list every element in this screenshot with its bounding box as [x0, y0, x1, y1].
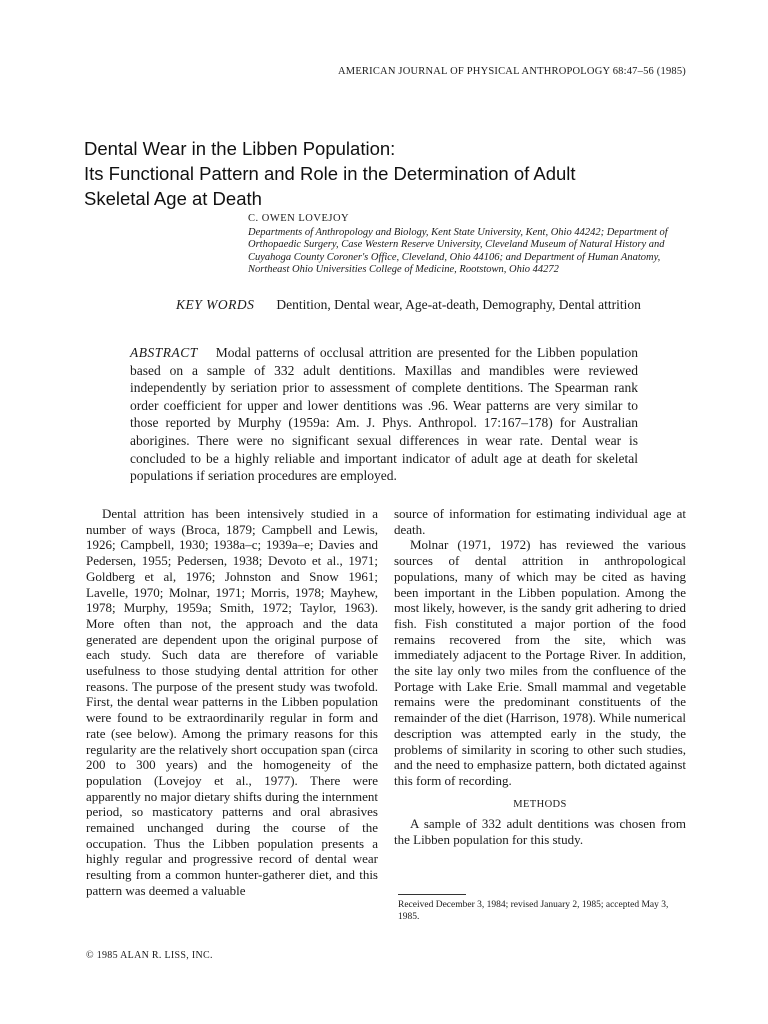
body-paragraph: Molnar (1971, 1972) has reviewed the various sources of dental attrition in anthropological populations, many of which may be cited as having been important in the Libben population. Among the most likely, however, is the sandy grit adhering to dried fish. Fish constituted a major portion of the food remains recovered from the site, which was immediately adjacent to the Portage River. In addition, the site lay only two miles from the confluence of the Portage with Lake Erie. Small mammal and vegetable remains were the predominant constituents of the remainder of the diet (Harrison, 1978). While numerical description was attempted early in the study, the problems of similarity in scoring to other such studies, and the need to emphasize pattern, both dictated against this form of recording. — [394, 537, 686, 788]
title-line: Dental Wear in the Libben Population: — [84, 138, 396, 159]
keywords-label: KEY WORDS — [176, 297, 255, 312]
title-line: Its Functional Pattern and Role in the Determination of Adult — [84, 163, 576, 184]
body-paragraph-continuation: source of information for estimating individual age at death. — [394, 506, 686, 537]
copyright-notice: © 1985 ALAN R. LISS, INC. — [86, 950, 213, 961]
author-name: C. OWEN LOVEJOY — [248, 213, 350, 224]
article-title — [84, 136, 684, 211]
body-left-column — [86, 506, 378, 899]
journal-header: AMERICAN JOURNAL OF PHYSICAL ANTHROPOLOGY 68:47–56 (1985) — [338, 66, 686, 77]
keywords-block — [176, 296, 676, 314]
footnote-divider — [398, 894, 466, 895]
abstract-label: ABSTRACT — [130, 345, 198, 360]
abstract-block — [130, 344, 638, 485]
body-paragraph: Dental attrition has been intensively studied in a number of ways (Broca, 1879; Campbell and Lewis, 1926; Campbell, 1930; 1938a–c; 1939a–e; Davies and Pedersen, 1955; Pedersen, 1938; Devoto et al., 1971; Goldberg et al, 1976; Johnston and Snow 1961; Lavelle, 1970; Molnar, 1971; Morris, 1978; Mayhew, 1978; Murphy, 1959a; Smith, 1972; Taylor, 1963). More often than not, the approach and the data generated are dependent upon the original purpose of each study. Such data are therefore of variable usefulness to those studying dental attrition for other reasons. The purpose of the present study was twofold. First, the dental wear patterns in the Libben population were found to be extraordinarily regular in form and rate (see below). Among the primary reasons for this regularity are the relatively short occupation span (circa 200 to 300 years) and the homogeneity of the population (Lovejoy et al., 1977). There were apparently no major dietary shifts during the internment period, so masticatory patterns and oral abrasives remained unchanged during the course of the occupation. Thus the Libben population presents a highly regular and progressive record of dental wear resulting from a common hunter-gatherer diet, and this pattern was deemed a valuable — [86, 506, 378, 898]
methods-heading: METHODS — [513, 798, 567, 810]
keywords-text: Dentition, Dental wear, Age-at-death, Demography, Dental attrition — [276, 297, 641, 312]
abstract-text: Modal patterns of occlusal attrition are presented for the Libben population based on a sample of 332 adult dentitions. Maxillas and mandibles were reviewed independently by seriation prior to assessment of complete dentitions. The Spearman rank order coefficient for upper and lower dentitions was .96. Wear patterns are very similar to those reported by Murphy (1959a: Am. J. Phys. Anthropol. 17:167–178) for Australian aborigines. There were no significant sexual differences in wear rate. Dental wear is concluded to be a highly reliable and important indicator of adult age at death for skeletal populations if seriation procedures are employed. — [130, 345, 638, 484]
methods-paragraph: A sample of 332 adult dentitions was chosen from the Libben population for this study. — [394, 816, 686, 848]
title-line: Skeletal Age at Death — [84, 188, 262, 209]
body-right-column — [394, 506, 686, 848]
author-affiliation: Departments of Anthropology and Biology, Kent State University, Kent, Ohio 44242; Department of Orthopaedic Surgery, Case Western Reserve University, Cleveland Museum of Natural History and Cuyahoga County Coroner's Office, Cleveland, Ohio 44106; and Department of Human Anatomy, Northeast Ohio Universities College of Medicine, Rootstown, Ohio 44272 — [248, 227, 668, 276]
footnote: Received December 3, 1984; revised January 2, 1985; accepted May 3, 1985. — [398, 900, 669, 922]
